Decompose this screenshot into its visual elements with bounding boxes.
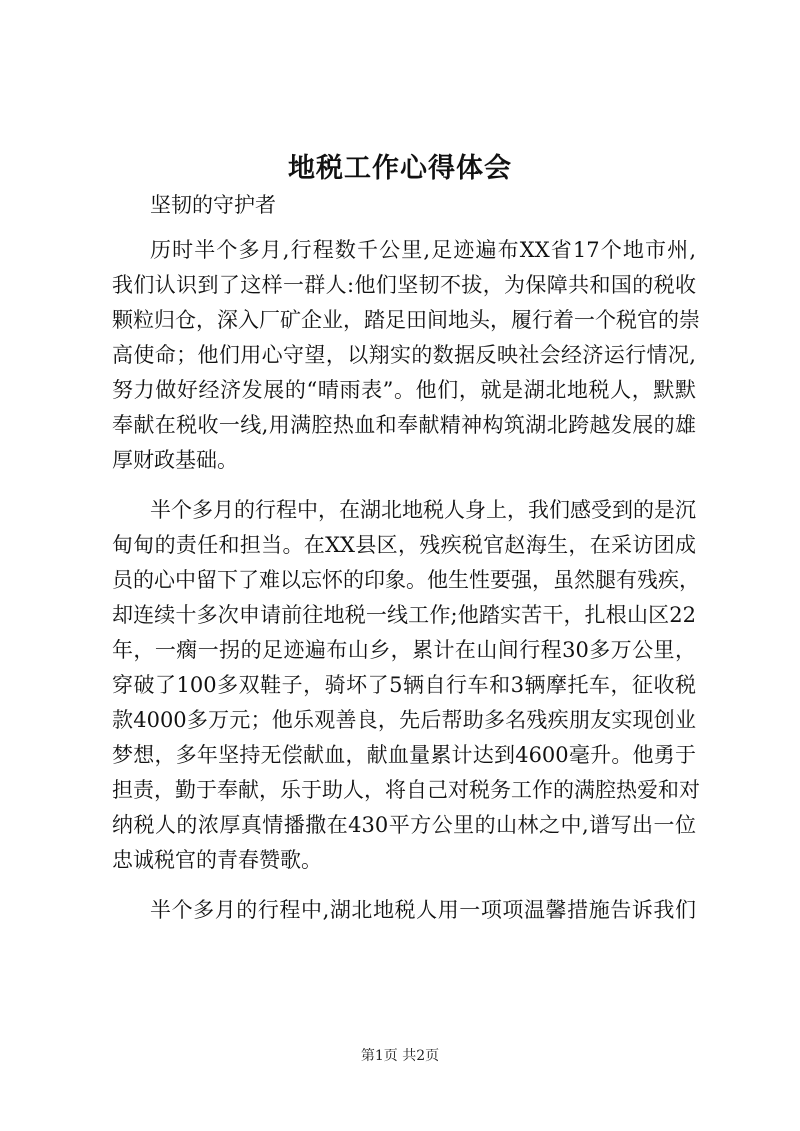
paragraph-line: 穿破了100多双鞋子，骑坏了5辆自行车和3辆摩托车，征收税: [112, 673, 696, 697]
page-footer: 第1页 共2页: [360, 1048, 440, 1064]
document-title: 地税工作心得体会: [288, 153, 512, 184]
paragraph-line: 纳税人的浓厚真情播撒在430平方公里的山林之中,谱写出一位: [112, 813, 696, 837]
paragraph-line: 厚财政基础。: [112, 448, 238, 472]
paragraph-line: 努力做好经济发展的“晴雨表”。他们，就是湖北地税人，默默: [112, 378, 696, 402]
paragraph-line: 半个多月的行程中，在湖北地税人身上，我们感受到的是沉: [150, 498, 696, 522]
paragraph-line: 员的心中留下了难以忘怀的印象。他生性要强，虽然腿有残疾，: [112, 568, 700, 592]
paragraph-line: 我们认识到了这样一群人:他们坚韧不拔，为保障共和国的税收: [112, 273, 696, 297]
paragraph-line: 奉献在税收一线,用满腔热血和奉献精神构筑湖北跨越发展的雄: [112, 413, 696, 437]
paragraph-line: 款4000多万元；他乐观善良，先后帮助多名残疾朋友实现创业: [112, 708, 696, 732]
document-subtitle: 坚韧的守护者: [150, 193, 276, 217]
paragraph-line: 甸甸的责任和担当。在XX县区，残疾税官赵海生，在采访团成: [112, 533, 696, 557]
paragraph-line: 颗粒归仓，深入厂矿企业，踏足田间地头，履行着一个税官的崇: [112, 308, 700, 332]
paragraph-line: 年，一瘸一拐的足迹遍布山乡，累计在山间行程30多万公里，: [112, 638, 696, 662]
paragraph-line: 忠诚税官的青春赞歌。: [112, 848, 322, 872]
paragraph-line: 担责，勤于奉献，乐于助人，将自己对税务工作的满腔热爱和对: [112, 778, 700, 802]
paragraph-line: 历时半个多月,行程数千公里,足迹遍布XX省17个地市州,: [150, 238, 696, 262]
paragraph-line: 却连续十多次申请前往地税一线工作;他踏实苦干，扎根山区22: [112, 603, 696, 627]
paragraph-line: 梦想，多年坚持无偿献血，献血量累计达到4600毫升。他勇于: [112, 743, 696, 767]
paragraph-line: 半个多月的行程中,湖北地税人用一项项温馨措施告诉我们: [150, 898, 696, 922]
paragraph-line: 高使命；他们用心守望，以翔实的数据反映社会经济运行情况,: [112, 343, 696, 367]
